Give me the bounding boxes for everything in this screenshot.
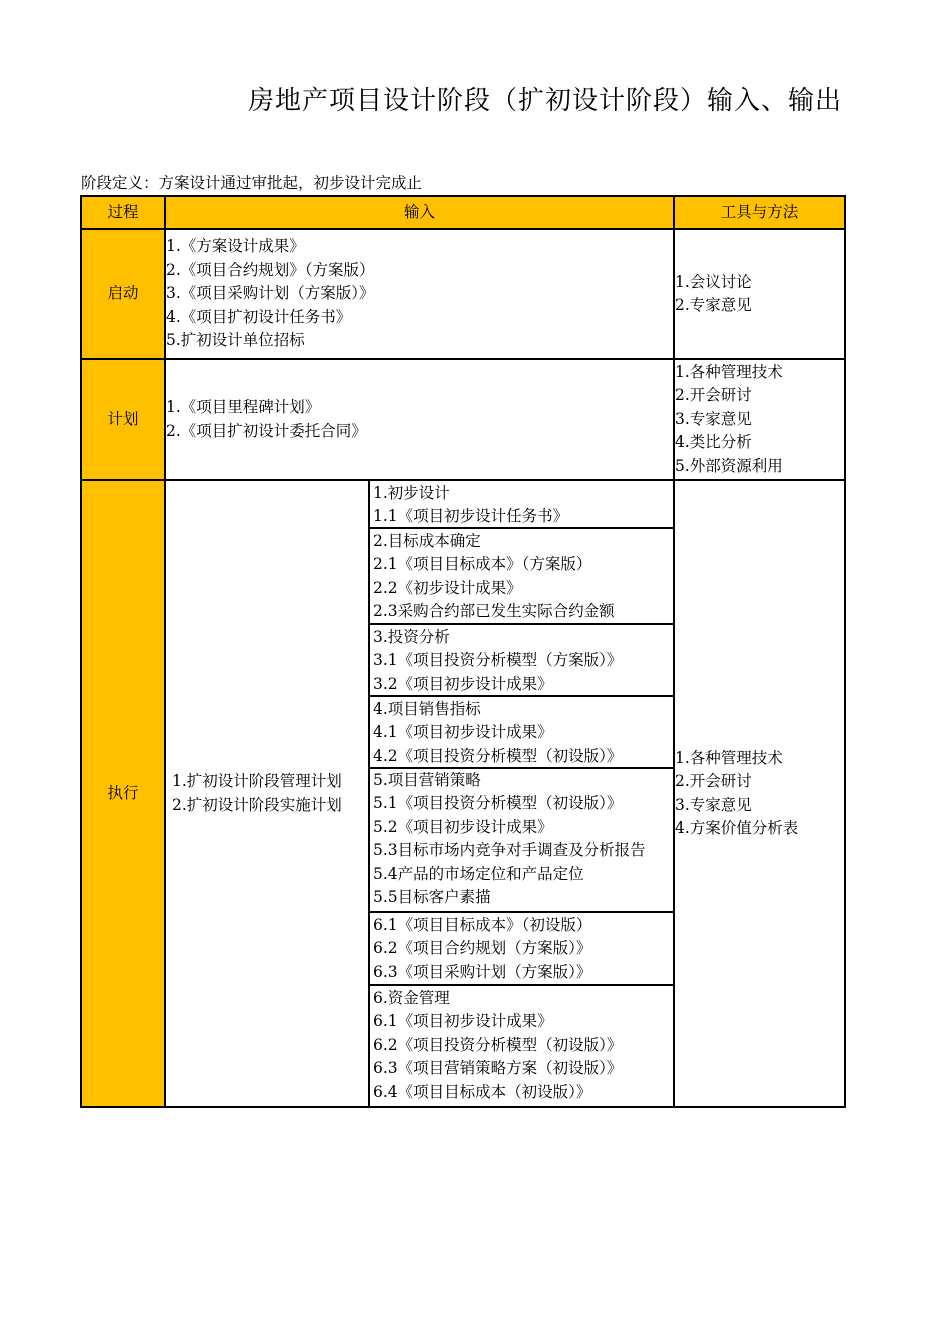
list-item: 2.2《初步设计成果》 bbox=[373, 578, 522, 597]
list-item: 3.专家意见 bbox=[675, 795, 752, 814]
list-item: 6.4《项目目标成本（初设版）》 bbox=[373, 1082, 592, 1101]
list-item: 6.1《项目初步设计成果》 bbox=[373, 1012, 553, 1031]
list-item: 5.2《项目初步设计成果》 bbox=[373, 817, 553, 836]
list-item: 3.专家意见 bbox=[675, 409, 752, 428]
list-item: 4.项目销售指标 bbox=[373, 700, 481, 718]
stage-definition: 阶段定义：方案设计通过审批起，初步设计完成止 bbox=[81, 174, 423, 192]
process-exec: 执行 bbox=[81, 480, 165, 1107]
list-item: 5.1《项目投资分析模型（初设版）》 bbox=[373, 794, 623, 813]
list-item: 1.各种管理技术 bbox=[675, 748, 783, 767]
list-item: 4.类比分析 bbox=[675, 433, 752, 452]
list-item: 1.会议讨论 bbox=[675, 272, 752, 291]
exec-plan-inputs bbox=[166, 481, 370, 1106]
input-group-1 bbox=[370, 481, 673, 529]
list-item: 5.外部资源利用 bbox=[675, 456, 783, 475]
list-item: 1.各种管理技术 bbox=[675, 362, 783, 381]
list-item: 1.初步设计 bbox=[373, 484, 450, 502]
list-item: 2.开会研讨 bbox=[675, 386, 752, 405]
io-table bbox=[80, 195, 846, 1108]
exec-input-groups bbox=[370, 481, 673, 1106]
input-group-4 bbox=[370, 697, 673, 769]
page-title: 房地产项目设计阶段（扩初设计阶段）输入、输出 bbox=[248, 86, 843, 116]
exec-tools bbox=[674, 480, 845, 1107]
input-group-3 bbox=[370, 625, 673, 697]
list-item: 1.《方案设计成果》 bbox=[166, 237, 305, 256]
row-plan bbox=[81, 359, 845, 480]
plan-tools bbox=[674, 359, 845, 480]
list-item: 2.扩初设计阶段实施计划 bbox=[172, 795, 342, 814]
list-item: 6.2《项目合约规划（方案版）》 bbox=[373, 939, 592, 958]
list-item: 2.1《项目目标成本》（方案版） bbox=[373, 555, 592, 574]
process-start: 启动 bbox=[81, 229, 165, 359]
list-item: 6.3《项目采购计划（方案版）》 bbox=[373, 962, 592, 981]
row-start bbox=[81, 229, 845, 359]
list-item: 6.3《项目营销策略方案（初设版）》 bbox=[373, 1059, 623, 1078]
header-row bbox=[81, 196, 845, 229]
list-item: 6.资金管理 bbox=[373, 989, 450, 1007]
input-group-7 bbox=[370, 986, 673, 1106]
list-item: 3.投资分析 bbox=[373, 628, 450, 646]
list-item: 3.1《项目投资分析模型（方案版）》 bbox=[373, 651, 623, 670]
list-item: 4.《项目扩初设计任务书》 bbox=[166, 307, 352, 326]
list-item: 1.《项目里程碑计划》 bbox=[166, 398, 321, 417]
list-item: 2.专家意见 bbox=[675, 296, 752, 314]
list-item: 3.《项目采购计划（方案版）》 bbox=[166, 284, 375, 303]
header-process: 过程 bbox=[81, 196, 165, 229]
input-group-2 bbox=[370, 529, 673, 625]
start-tools bbox=[674, 229, 845, 359]
list-item: 2.《项目扩初设计委托合同》 bbox=[166, 421, 367, 440]
list-item: 2.《项目合约规划》（方案版） bbox=[166, 260, 375, 279]
list-item: 6.1《项目目标成本》（初设版） bbox=[373, 916, 592, 934]
list-item: 4.2《项目投资分析模型（初设版）》 bbox=[373, 746, 623, 765]
row-exec bbox=[81, 480, 845, 1107]
list-item: 5.扩初设计单位招标 bbox=[166, 331, 305, 350]
list-item: 2.3采购合约部已发生实际合约金额 bbox=[373, 602, 615, 621]
plan-inputs bbox=[165, 359, 674, 480]
list-item: 1.1《项目初步设计任务书》 bbox=[373, 507, 569, 526]
list-item: 4.方案价值分析表 bbox=[675, 818, 799, 837]
list-item: 5.3目标市场内竞争对手调查及分析报告 bbox=[373, 841, 646, 860]
list-item: 4.1《项目初步设计成果》 bbox=[373, 723, 553, 742]
start-inputs bbox=[165, 229, 674, 359]
list-item: 3.2《项目初步设计成果》 bbox=[373, 674, 553, 693]
list-item: 5.4产品的市场定位和产品定位 bbox=[373, 864, 584, 883]
process-plan: 计划 bbox=[81, 359, 165, 480]
header-input: 输入 bbox=[165, 196, 674, 229]
list-item: 6.2《项目投资分析模型（初设版）》 bbox=[373, 1035, 623, 1054]
list-item: 2.目标成本确定 bbox=[373, 532, 481, 550]
header-tools: 工具与方法 bbox=[674, 196, 845, 229]
list-item: 2.开会研讨 bbox=[675, 772, 752, 791]
input-group-6 bbox=[370, 913, 673, 986]
list-item: 5.项目营销策略 bbox=[373, 771, 481, 789]
list-item: 1.扩初设计阶段管理计划 bbox=[172, 772, 342, 791]
exec-inputs bbox=[165, 480, 674, 1107]
input-group-5: 5.项目营销策略 5.1《项目投资分析模型（初设版）》 5.2《项目初步设计成果》 5.3目标市场内竞争对手调查及分析报告 5.4产品的市场定位和产品定位 5.5目标客户素描 bbox=[370, 769, 673, 913]
